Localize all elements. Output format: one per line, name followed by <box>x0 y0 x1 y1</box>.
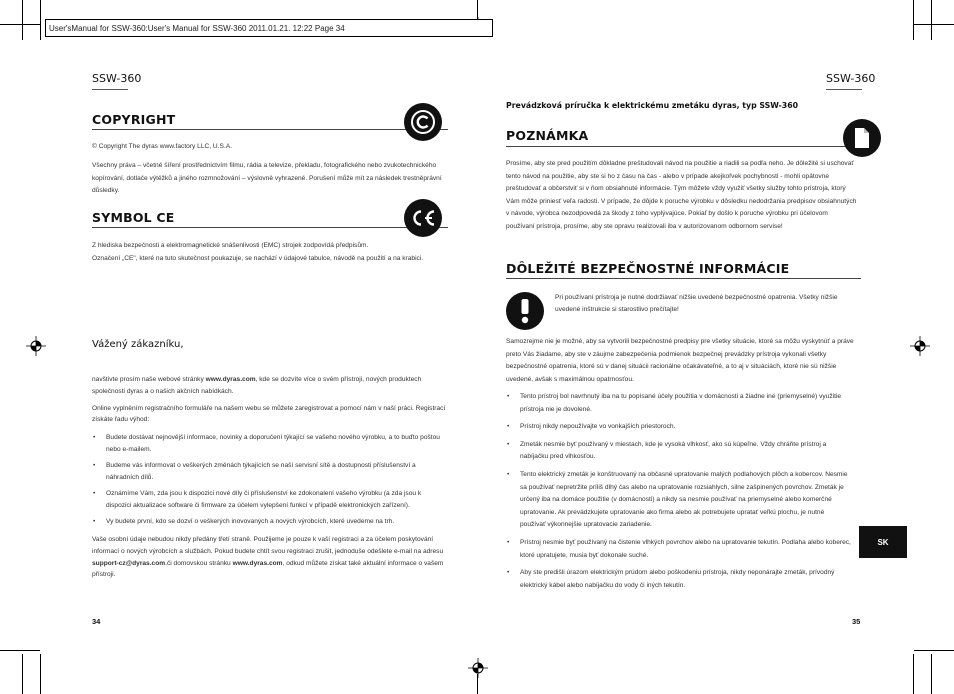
privacy-text-part: .či domovskou stránku <box>165 559 233 567</box>
registration-mark-icon <box>910 336 930 356</box>
benefits-list <box>92 432 444 533</box>
copyright-text <box>92 141 442 198</box>
list-item: • Prístroj nesmie byť používaný na čistenie vlhkých povrchov alebo na upratovanie tekutín. Podlaha alebo koberec, ktoré upratujete, musia byť dokonale suché. <box>506 537 851 562</box>
greeting: Vážený zákazníku, <box>92 339 184 350</box>
privacy-text-part: Vaše osobní údaje nebudou nikdy předány třetí straně. Použijeme je pouze k vaší registraci a za účelem poskytování informací o nových výrobcích a službách. Pokud budete chtít svou registraci zrušit, jednoduše odešlete e-mail na adresu <box>92 536 444 555</box>
page-number: 35 <box>852 617 861 626</box>
privacy-text <box>92 534 448 581</box>
symbol-ce-title: SYMBOL CE <box>92 210 175 225</box>
crop-mark <box>40 0 41 40</box>
crop-mark <box>22 0 23 40</box>
privacy-text-part: , odkud můžete získat také aktuální informace o vašem přístroji. <box>92 559 444 579</box>
model-rule <box>92 89 128 90</box>
registration-mark-icon <box>26 336 46 356</box>
list-item: • Tento prístroj bol navrhnutý iba na tu popísané účely použitia v domácnosti a žiadne iné (priemyselné) využitie prístroja nie je dovolené. <box>506 391 851 416</box>
intro-paragraph <box>92 374 448 398</box>
intro-text <box>92 374 448 426</box>
copyright-icon <box>404 103 442 141</box>
page-number: 34 <box>92 617 101 626</box>
list-item: • Oznámíme Vám, zda jsou k dispozici nové díly či příslušenství ke zdokonalení vašeho výrobku (a zda jsou k dispozici aktualizace software či firmware za účelem vylepšení funkcí v případě elektronických zařízení). <box>92 488 444 512</box>
copyright-owner: © Copyright The dyras www.factory LLC, U.S.A. <box>92 143 232 150</box>
crop-mark <box>0 24 40 25</box>
intro-paragraph: Online vyplněním registračního formuláře na našem webu se můžete zaregistrovat a pomocí nám v naší práci. Registrací získáte řadu výhod: <box>92 404 446 424</box>
intro-text-part: , kde se dozvíte více o svém přístroji, nových produktech společnosti dyras a o našich akčních nabídkách. <box>92 376 422 395</box>
note-title: POZNÁMKA <box>506 128 589 143</box>
crop-mark <box>913 654 914 694</box>
crop-mark <box>40 654 41 694</box>
copyright-title: COPYRIGHT <box>92 112 176 127</box>
section-divider <box>92 129 448 130</box>
language-tab: SK <box>859 526 907 558</box>
website-link[interactable]: www.dyras.com <box>232 559 283 567</box>
intro-text-part: navštivte prosím naše webové stránky <box>92 376 206 383</box>
safety-warning: Pri používaní prístroja je nutné dodržiavať nižšie uvedené bezpečnostné opatrenia. Všetky nižšie uvedené inštrukcie si starostlivo prečítajte! <box>555 294 838 314</box>
ce-paragraph: Označení „CE", které na tuto skutečnost poukazuje, se nachází v údajové tabulce, návodě na použití a na krabici. <box>92 254 424 262</box>
crop-mark <box>914 650 954 651</box>
ce-paragraph: Z hlediska bezpečnosti a elektromagnetické snášenlivosti (EMC) strojek zodpovídá předpisům. <box>92 242 369 249</box>
model-label: SSW-360 <box>826 72 876 85</box>
printer-slug: User'sManual for SSW-360:User's Manual for SSW-360 2011.01.21. 12:22 Page 34 <box>45 19 493 37</box>
exclamation-icon <box>506 292 544 330</box>
support-email-link[interactable]: support-cz@dyras.com <box>92 559 166 567</box>
manual-title: Prevádzková príručka k elektrickému zmetáku dyras, typ SSW-360 <box>506 101 799 110</box>
model-label: SSW-360 <box>92 72 142 85</box>
crop-mark <box>931 654 932 694</box>
ce-mark-icon <box>404 199 442 237</box>
list-item: • Zmeták nesmie byť používaný v miestach, kde je vysoká vlhkosť, ako sú kúpeľne. Vždy chráňte prístroj a nabíjačku pred vlhkosťou. <box>506 439 851 464</box>
list-item: • Tento elektrický zmeták je konštruovaný na občasné upratovanie malých podlahových plôch a kobercov. Nesmie sa používať nepretržite príliš dlhý čas alebo na upratovanie rozsiahlych, silne zašpinených povrchov. Zmeták je určený iba na domáce použitie (v domácnosti) a nikdy sa nesmie používať na priemyselné alebo komerčné upratovanie. Ak prevádzkujete upratovanie ako firma alebo ak potrebujete upratať veľkú plochu, je nutné používať výkonnejšie upratovacie zariadenie. <box>506 469 851 532</box>
website-link[interactable]: www.dyras.com <box>205 376 256 383</box>
crop-mark <box>931 0 932 40</box>
crop-mark <box>913 0 914 40</box>
safety-list <box>506 391 851 597</box>
crop-mark <box>22 654 23 694</box>
list-item: • Vy budete první, kdo se dozví o veškerých inovovaných a nových výrobcích, které uvedeme na trh. <box>92 516 444 528</box>
registration-mark-icon <box>468 658 488 678</box>
crop-mark <box>0 650 40 651</box>
copyright-rights: Všechny práva – včetně šíření prostřednictvím filmu, rádia a televize, překladu, fotografického nebo zvukotechnického kopírování, dotlače výtěžků a jiného rozmnožování – výslovně vyhrazené. Porušení může mít za následek trestněprávní důsledky. <box>92 161 442 195</box>
list-item: • Prístroj nikdy nepoužívajte vo vonkajších priestoroch. <box>506 421 851 434</box>
section-divider <box>506 146 861 147</box>
safety-intro: Samozrejme nie je možné, aby sa vytvorili bezpečnostné predpisy pre všetky situácie, ktoré sa môžu vyskytnúť a práve preto Vás žiadame, aby ste v záujme zabezpečenia podmienok bezpečnej prevádzky prístroja vykonali všetky bezpečnostné opatrenia, ktoré sú v danej situácii racionálne očakávateľné, a to aj v situáciách, ktoré nie sú nižšie uvedené, avšak s maximálnou opatrnosťou. <box>506 338 854 383</box>
note-page-icon <box>843 119 881 157</box>
section-divider <box>92 227 448 228</box>
model-rule <box>826 89 862 90</box>
list-item: • Budete dostávat nejnovější informace, novinky a doporučení týkající se vašeho nového výrobku, a to buďto poštou nebo e-mailem. <box>92 432 444 456</box>
note-text: Prosíme, aby ste pred použitím dôkladne preštudovali návod na použitie a riadili sa podľa neho. Je dôležité si uschovať tento návod na použitie, aby ste si ho z času na čas - alebo v prípade akejkoľvek pochybnosti - mohli opätovne preštudovať a občerstviť si v ňom obsiahnuté informácie. Tým môžete vždy využiť všetky služby tohto prístroja, ktorý Vám môže priniesť veľa radosti. V prípade, že dôjde k poruche výrobku v dôsledku nedodržania predpisov obsiahnutých v návode, výrobca nezodpovedá za škody z toho vyplývajúce. Pokiaľ by došlo k poruche výrobku pri účelovom používaní prístroja, prosíme, aby ste opravu realizovali iba v autorizovanom odbornom servise! <box>506 160 857 230</box>
ce-text <box>92 240 447 266</box>
safety-title: DÔLEŽITÉ BEZPEČNOSTNÉ INFORMÁCIE <box>506 261 790 276</box>
crop-mark <box>914 24 954 25</box>
list-item: • Budeme vás informovat o veškerých změnách týkajících se naší servisní sítě a dostupnosti příslušenství a náhradních dílů. <box>92 460 444 484</box>
list-item: • Aby ste predišli úrazom elektrickým prúdom alebo poškodeniu prístroja, nikdy neponárajte zmeták, prívodný elektrický kábel alebo nabíjačku do vody či iných tekutín. <box>506 567 851 592</box>
section-divider <box>506 278 861 279</box>
